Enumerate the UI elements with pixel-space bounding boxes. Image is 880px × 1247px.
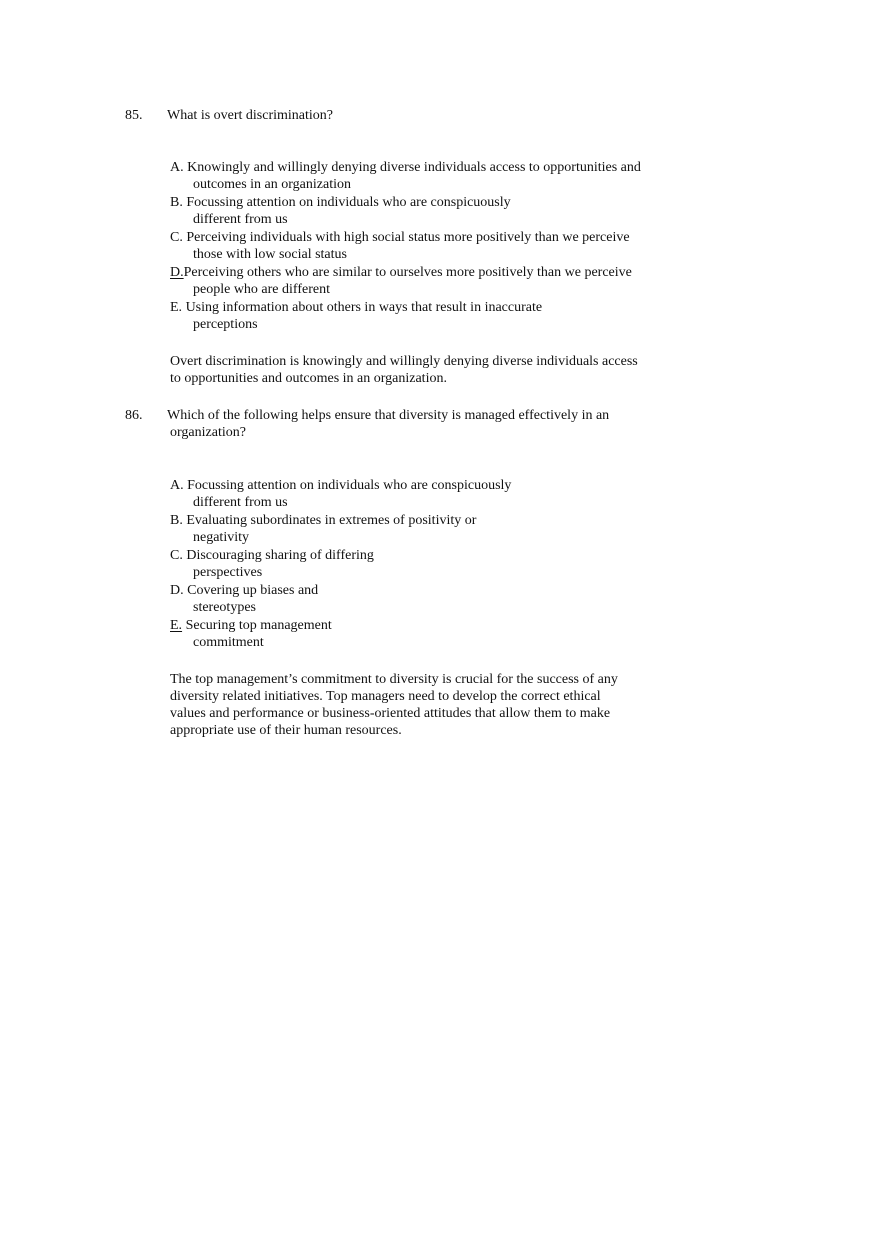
choice-text: Knowingly and willingly denying diverse individuals access to opportunities and (187, 160, 641, 175)
question-85-choice-b (170, 194, 511, 228)
choice-text: Discouraging sharing of differing (186, 548, 374, 563)
choice-letter: B. (170, 195, 183, 210)
question-85-text-line1: What is overt discrimination? (167, 108, 334, 123)
explanation-line: values and performance or business-oriented attitudes that allow them to make (170, 706, 611, 721)
explanation-line: diversity related initiatives. Top managers need to develop the correct ethical (170, 689, 601, 704)
explanation-line: to opportunities and outcomes in an organization. (170, 371, 447, 386)
explanation-line: appropriate use of their human resources. (170, 723, 402, 738)
choice-letter-marked: E. (170, 618, 183, 633)
choice-text: Using information about others in ways that result in inaccurate (185, 300, 543, 315)
choice-text: Securing top management (185, 618, 332, 633)
choice-text: Evaluating subordinates in extremes of positivity or (186, 513, 477, 528)
question-86-number: 86. (125, 408, 143, 423)
choice-text-continued: perspectives (193, 565, 263, 580)
question-86-choice-b (170, 512, 476, 546)
choice-text-continued: people who are different (193, 282, 330, 297)
choice-letter-marked: D. (170, 265, 184, 280)
question-85-choice-e (170, 299, 542, 333)
explanation-line: Overt discrimination is knowingly and willingly denying diverse individuals access (170, 354, 638, 369)
choice-letter: C. (170, 230, 183, 245)
explanation-line: The top management’s commitment to diversity is crucial for the success of any (170, 672, 618, 687)
question-86-choice-c (170, 547, 374, 581)
question-85-choice-d (170, 264, 632, 298)
question-85-number: 85. (125, 108, 143, 123)
choice-text-continued: commitment (193, 635, 264, 650)
choice-text-continued: different from us (193, 495, 288, 510)
choice-text: Focussing attention on individuals who are conspicuously (187, 478, 512, 493)
choice-letter: B. (170, 513, 183, 528)
question-85-text (167, 107, 647, 124)
choice-letter: C. (170, 548, 183, 563)
question-86-text-line1: Which of the following helps ensure that diversity is managed effectively in an (167, 408, 610, 423)
question-86-choice-e (170, 617, 332, 651)
question-85-choice-a (170, 159, 641, 193)
question-86-choice-d (170, 582, 318, 616)
choice-text-continued: negativity (193, 530, 249, 545)
choice-text-continued: stereotypes (193, 600, 256, 615)
choice-text: Focussing attention on individuals who are conspicuously (186, 195, 511, 210)
choice-text: Perceiving others who are similar to ourselves more positively than we perceive (183, 265, 632, 280)
choice-letter: A. (170, 478, 184, 493)
choice-text: Covering up biases and (187, 583, 319, 598)
choice-text-continued: different from us (193, 212, 288, 227)
question-86-explanation (170, 671, 650, 739)
choice-text-continued: perceptions (193, 317, 258, 332)
question-85-choice-c (170, 229, 630, 263)
choice-text-continued: outcomes in an organization (193, 177, 351, 192)
question-86-text-line2: organization? (170, 425, 246, 440)
choice-text: Perceiving individuals with high social status more positively than we perceive (186, 230, 630, 245)
choice-text-continued: those with low social status (193, 247, 347, 262)
question-85-explanation (170, 353, 650, 387)
question-86-text (167, 407, 647, 441)
choice-letter: D. (170, 583, 184, 598)
choice-letter: A. (170, 160, 184, 175)
question-86-choice-a (170, 477, 511, 511)
choice-letter: E. (170, 300, 183, 315)
